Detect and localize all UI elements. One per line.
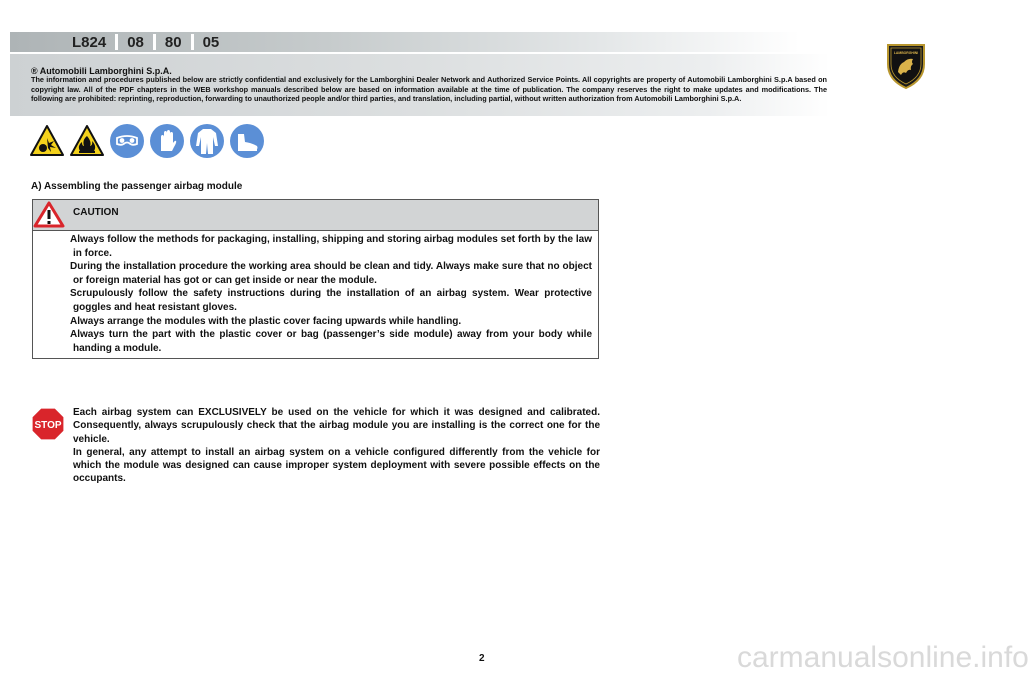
- caution-header: [33, 200, 598, 231]
- code-separator: [191, 34, 194, 50]
- caution-paragraph: Always turn the part with the plastic cover or bag (passenger’s side module) away from your body while handing a module.: [70, 329, 592, 354]
- caution-paragraph: Scrupulously follow the safety instructions during the installation of an airbag system. Wear protective goggles and heat resistant gloves.: [70, 288, 592, 313]
- caution-box: [32, 199, 599, 359]
- gloves-icon: [150, 124, 184, 158]
- section-title: A) Assembling the passenger airbag module: [31, 181, 243, 192]
- watermark: carmanualsonline.info: [737, 641, 1029, 674]
- stop-sign-icon: [31, 407, 65, 441]
- caution-paragraph: Always follow the methods for packaging, installing, shipping and storing airbag modules set forth by the law in force.: [70, 234, 592, 259]
- logo-lettering: LAMBORGHINI: [893, 51, 919, 55]
- protective-suit-icon: [190, 124, 224, 158]
- code-model: L824: [72, 33, 107, 51]
- copyright-title: ® Automobili Lamborghini S.p.A.: [31, 66, 172, 76]
- caution-paragraph: During the installation procedure the working area should be clean and tidy. Always make sure that no object or foreign material has got or can get inside or near the module.: [70, 261, 592, 286]
- caution-body: [70, 233, 592, 355]
- lamborghini-logo: [886, 42, 926, 90]
- flammable-warning-icon: [70, 124, 104, 158]
- page-number: 2: [479, 653, 485, 664]
- document-code: [72, 34, 219, 50]
- code-separator: [115, 34, 118, 50]
- code-item: 05: [202, 33, 220, 51]
- caution-paragraph: Always arrange the modules with the plastic cover facing upwards while handling.: [70, 315, 462, 327]
- caution-label: CAUTION: [73, 207, 119, 218]
- safety-shoes-icon: [230, 124, 264, 158]
- stop-sign-text: STOP: [34, 420, 62, 431]
- safety-icons: [30, 124, 264, 158]
- code-subgroup: 80: [164, 33, 182, 51]
- stop-paragraph: In general, any attempt to install an airbag system on a vehicle configured differently from the vehicle for which the module was designed can cause improper system deployment with severe possible effects on the occupants.: [73, 446, 600, 485]
- code-group: 08: [127, 33, 144, 51]
- copyright-text: The information and procedures published below are strictly confidential and exclusively for the Lamborghini Dealer Network and Authorized Service Points. All copyrights are property of Automobili Lamborghini S.p.A based on copyright law. All of the PDF chapters in the WEB workshop manuals described below are based on information available at the time of publication. The company reserves the right to make updates and modifications. The following are prohibited: reprinting, reproduction, forwarding to unauthorized people and/or third parties, and translation, including partial, without written authorization from Automobili Lamborghini S.p.A.: [31, 75, 827, 103]
- stop-body: [73, 406, 600, 486]
- code-separator: [153, 34, 156, 50]
- goggles-icon: [110, 124, 144, 158]
- warning-triangle-icon: [34, 201, 64, 228]
- stop-paragraph: Each airbag system can EXCLUSIVELY be used on the vehicle for which it was designed and calibrated. Consequently, always scrupulously check that the airbag module you are installing is the correct one for the vehicle.: [73, 407, 600, 445]
- explosive-warning-icon: [30, 124, 64, 158]
